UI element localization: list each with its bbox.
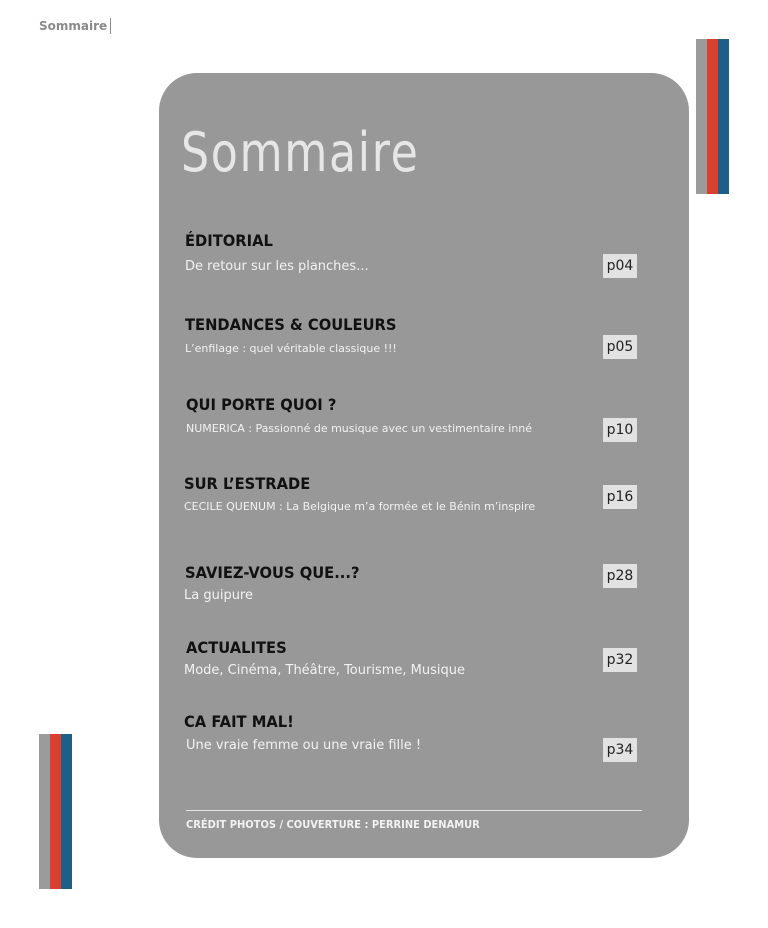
entry-title-actualites[interactable]: ACTUALITES — [186, 638, 287, 657]
page-title: Sommaire — [181, 121, 420, 184]
decorative-stripes-top — [696, 39, 729, 194]
stripe-gray — [696, 39, 707, 194]
page-number-tendances[interactable]: p05 — [603, 335, 637, 359]
running-head: Sommaire — [39, 18, 111, 34]
page-number-ca-fait-mal[interactable]: p34 — [603, 738, 637, 762]
stripe-red — [707, 39, 718, 194]
stripe-red — [50, 734, 61, 889]
entry-subtitle-actualites: Mode, Cinéma, Théâtre, Tourisme, Musique — [184, 663, 465, 678]
photo-credit: CRÉDIT PHOTOS / COUVERTURE : PERRINE DENAMUR — [186, 818, 480, 831]
entry-title-qui-porte-quoi[interactable]: QUI PORTE QUOI ? — [186, 395, 337, 414]
page-number-qui-porte-quoi[interactable]: p10 — [603, 418, 637, 442]
entry-title-sur-lestrade[interactable]: SUR L’ESTRADE — [184, 474, 311, 493]
divider — [186, 810, 642, 811]
entry-subtitle-qui-porte-quoi: NUMERICA : Passionné de musique avec un vestimentaire inné — [186, 422, 533, 435]
entry-title-saviez-vous[interactable]: SAVIEZ-VOUS QUE...? — [185, 563, 360, 582]
stripe-blue — [61, 734, 72, 889]
page-number-actualites[interactable]: p32 — [603, 648, 637, 672]
decorative-stripes-bottom — [39, 734, 72, 889]
page-number-sur-lestrade[interactable]: p16 — [603, 485, 637, 509]
page-number-saviez-vous[interactable]: p28 — [603, 564, 637, 588]
entry-subtitle-tendances: L’enfilage : quel véritable classique !!! — [185, 342, 397, 355]
entry-subtitle-ca-fait-mal: Une vraie femme ou une vraie fille ! — [186, 738, 422, 753]
entry-subtitle-sur-lestrade: CECILE QUENUM : La Belgique m’a formée et le Bénin m’inspire — [184, 500, 536, 513]
entry-title-editorial[interactable]: ÉDITORIAL — [185, 231, 273, 250]
stripe-gray — [39, 734, 50, 889]
stripe-blue — [718, 39, 729, 194]
entry-title-tendances[interactable]: TENDANCES & COULEURS — [185, 315, 397, 334]
entry-subtitle-editorial: De retour sur les planches... — [185, 259, 369, 274]
entry-subtitle-saviez-vous: La guipure — [184, 588, 253, 603]
page-number-editorial[interactable]: p04 — [603, 254, 637, 278]
entry-title-ca-fait-mal[interactable]: CA FAIT MAL! — [184, 712, 294, 731]
